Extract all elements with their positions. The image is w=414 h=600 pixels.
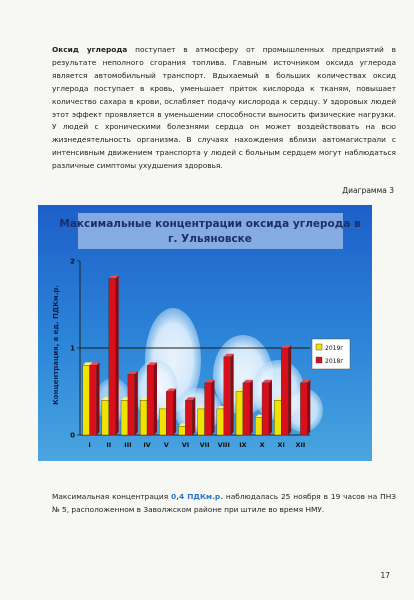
bar-side-2018г-XII <box>307 380 310 435</box>
y-axis-label: Концентрация, в ед. ПДКм.р. <box>52 285 60 405</box>
paragraph2-after: наблюдалась 25 ноября в 19 часов на ПНЗ № 5, расположенном в Заволжском районе при штиле во время НМУ. <box>52 492 397 514</box>
legend-swatch-2019 <box>316 344 322 350</box>
chart-title-line2: г. Ульяновске <box>168 233 252 245</box>
x-tick-label: V <box>163 441 169 449</box>
bar-side-2018г-I <box>96 362 99 435</box>
chart-title-line1: Максимальные концентрации оксида углерода в <box>59 218 361 230</box>
bar-2019г-XI <box>274 400 281 435</box>
bar-2018г-I <box>90 365 97 435</box>
bar-2018г-VIII <box>224 357 231 435</box>
y-tick-label: 1 <box>70 344 75 353</box>
bar-side-2018г-X <box>269 380 272 435</box>
bar-side-2018г-VI <box>192 397 195 435</box>
page-number: 17 <box>380 571 390 580</box>
x-tick-label: III <box>124 441 132 449</box>
chart-legend <box>312 339 350 369</box>
bar-2019г-II <box>102 400 109 435</box>
paragraph-co-intro <box>52 44 396 173</box>
co-concentration-chart <box>38 205 372 461</box>
term-carbon-monoxide: Оксид углерода <box>52 45 128 54</box>
x-tick-label: VIII <box>217 441 230 449</box>
bar-side-2018г-XI <box>288 345 291 435</box>
bar-2018г-IX <box>243 383 250 435</box>
bar-side-2018г-IX <box>250 380 253 435</box>
bar-2019г-X <box>255 418 262 435</box>
x-tick-label: XI <box>277 441 285 449</box>
x-tick-label: X <box>259 441 265 449</box>
bar-2018г-IV <box>147 365 154 435</box>
bar-side-2018г-V <box>173 389 176 436</box>
bar-2018г-III <box>128 374 135 435</box>
x-tick-label: VI <box>181 441 190 449</box>
bar-2018г-V <box>166 392 173 436</box>
x-tick-label: I <box>88 441 91 449</box>
bar-2019г-V <box>159 409 166 435</box>
bar-2018г-X <box>262 383 269 435</box>
diagram-caption: Диаграмма 3 <box>342 186 394 195</box>
bar-2018г-XII <box>300 383 307 435</box>
y-tick-label: 2 <box>70 257 75 266</box>
bar-2018г-VI <box>185 400 192 435</box>
paragraph-max-concentration <box>52 490 396 516</box>
x-tick-label: XII <box>295 441 306 449</box>
bar-side-2018г-VIII <box>231 354 234 435</box>
x-tick-label: II <box>106 441 112 449</box>
legend-label-2018: 2018г <box>325 358 344 365</box>
bar-side-2018г-IV <box>154 362 157 435</box>
paragraph2-before: Максимальная концентрация <box>52 492 172 501</box>
bar-side-2018г-III <box>135 371 138 435</box>
bar-2018г-VII <box>205 383 212 435</box>
bar-2018г-XI <box>281 348 288 435</box>
x-tick-label: IV <box>143 441 151 449</box>
bar-side-2018г-II <box>116 275 119 435</box>
bar-2019г-VI <box>179 426 186 435</box>
legend-label-2019: 2019г <box>325 345 344 352</box>
legend-swatch-2018 <box>316 357 322 363</box>
bar-2019г-IX <box>236 392 243 436</box>
x-tick-label: IX <box>239 441 247 449</box>
bar-2019г-VII <box>198 409 205 435</box>
bar-2019г-III <box>121 400 128 435</box>
bar-2019г-I <box>83 365 90 435</box>
max-value-highlight: 0,4 ПДКм.р. <box>171 492 224 501</box>
paragraph-body: поступает в атмосферу от промышленных предприятий в результате неполного сгорания топлива. Главным источником оксида углерода является автомобильный транспорт. Вдыхаемый в больших количествах оксид углерода поступает в кровь, уменьшает приток кислорода к тканям, повышает количество сахара в крови, ослабляет подачу кислорода к сердцу. У здоровых людей этот эффект проявляется в уменьшении способности выносить физические нагрузки. У людей с хроническими болезнями сердца он может воздействовать на всю жизнедеятельность организма. В случаях нахождения вблизи автомагистрали с интенсивным движением транспорта у людей с больным сердцем могут наблюдаться различные симптомы ухудшения здоровья. <box>52 45 396 171</box>
y-tick-label: 0 <box>70 431 75 440</box>
bar-2018г-II <box>109 278 116 435</box>
bar-side-2018г-VII <box>211 380 214 435</box>
bar-2019г-IV <box>140 400 147 435</box>
bar-2019г-VIII <box>217 409 224 435</box>
x-tick-label: VII <box>199 441 210 449</box>
